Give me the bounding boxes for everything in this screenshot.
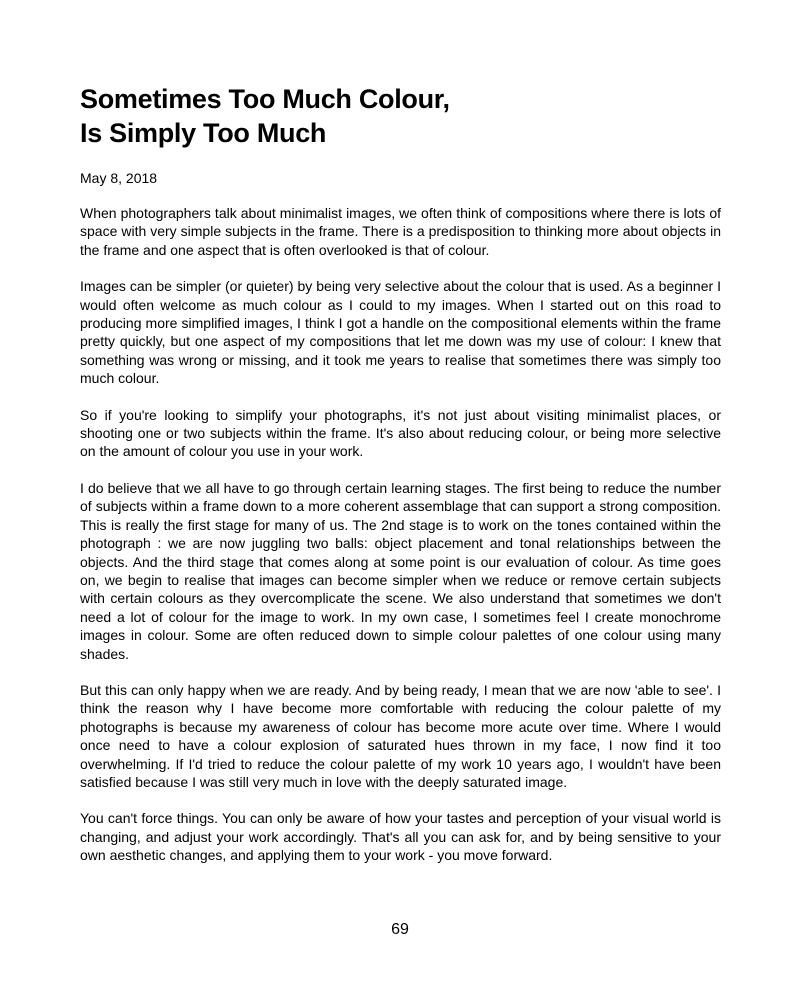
- paragraph-1: When photographers talk about minimalist images, we often think of compositions where there is lots of space with very simple subjects in the frame. There is a predisposition to thinking more about objects in the frame and one aspect that is often overlooked is that of colour.: [80, 205, 721, 258]
- paragraph-6: You can't force things. You can only be aware of how your tastes and perception of your visual world is changing, and adjust your work accordingly. That's all you can ask for, and by being sensitive to your own aesthetic changes, and applying them to your work - you move forward.: [80, 810, 721, 864]
- paragraph-5: But this can only happy when we are ready. And by being ready, I mean that we are now 'able to see'. I think the reason why I have become more comfortable with reducing the colour palette of my photographs is because my awareness of colour has become more acute over time. Where I would once need to have a colour explosion of saturated hues thrown in my face, I now find it too overwhelming. If I'd tried to reduce the colour palette of my work 10 years ago, I wouldn't have been satisfied because I was still very much in love with the deeply saturated image.: [80, 681, 721, 790]
- article-title: [80, 82, 720, 150]
- article-body: [80, 204, 721, 883]
- paragraph-2: Images can be simpler (or quieter) by being very selective about the colour that is used. As a beginner I would often welcome as much colour as I could to my images. When I started out on this road to producing more simplified images, I think I got a handle on the compositional elements within the frame pretty quickly, but one aspect of my compositions that let me down was my use of colour: I knew that something was wrong or missing, and it took me years to realise that sometimes there was simply too much colour.: [80, 278, 721, 387]
- article-date: May 8, 2018: [80, 170, 158, 186]
- paragraph-3: So if you're looking to simplify your photographs, it's not just about visiting minimalist places, or shooting one or two subjects within the frame. It's also about reducing colour, or being more selective on the amount of colour you use in your work.: [80, 406, 721, 460]
- page-number: 69: [391, 921, 409, 938]
- article-title-line-1: Sometimes Too Much Colour,: [80, 84, 450, 114]
- paragraph-4: I do believe that we all have to go through certain learning stages. The first being to reduce the number of subjects within a frame down to a more coherent assemblage that can support a strong composition. This is really the first stage for many of us. The 2nd stage is to work on the tones contained within the photograph : we are now juggling two balls: object placement and tonal relationships between the objects. And the third stage that comes along at some point is our evaluation of colour. As time goes on, we begin to realise that images can become simpler when we reduce or remove certain subjects with certain colours as they overcomplicate the scene. We also understand that sometimes we don't need a lot of colour for the image to work. In my own case, I sometimes feel I create monochrome images in colour. Some are often reduced down to simple colour palettes of one colour using many shades.: [80, 479, 721, 662]
- article-title-line-2: Is Simply Too Much: [80, 118, 327, 148]
